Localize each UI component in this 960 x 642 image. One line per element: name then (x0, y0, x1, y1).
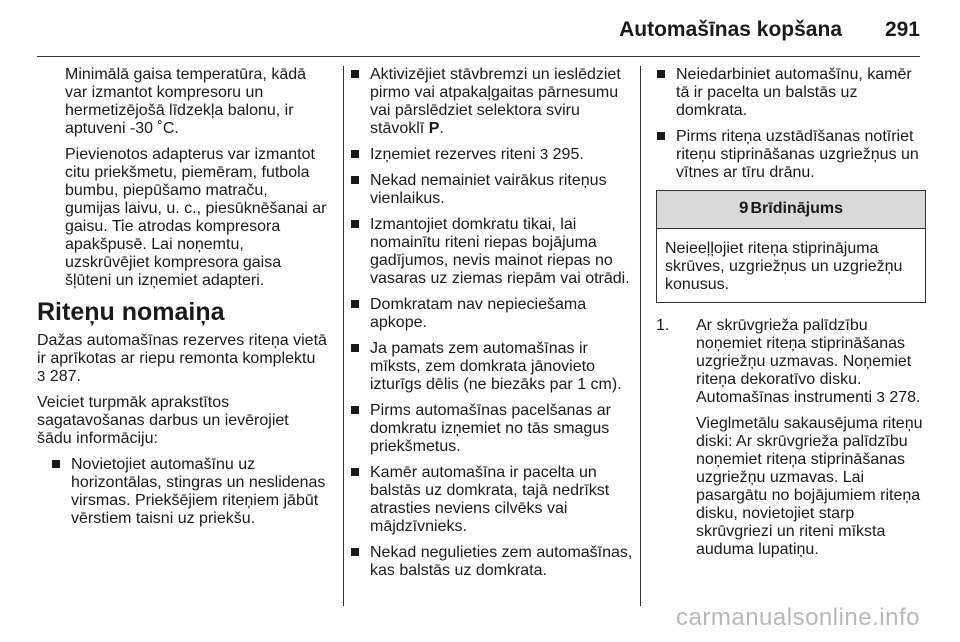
list-item: Izmantojiet domkratu tikai, lai nomainītu riteni riepas bojājuma gadījumos, nevis mainot riepas no vasaras uz ziemas riepām vai otrādi. (350, 216, 635, 288)
list-item: Izņemiet rezerves riteni 3 295. (350, 146, 635, 164)
list-item: Kamēr automašīna ir pacelta un balstās uz domkrata, tajā nedrīkst atrasties neviens cilvēks vai mājdzīvnieks. (350, 464, 635, 536)
column-divider-1 (343, 66, 344, 606)
bullet-square-icon (351, 176, 359, 184)
selector-position-p: P (428, 120, 440, 137)
header-divider (37, 56, 920, 57)
warning-triangle-icon: 9 (739, 198, 749, 217)
page-reference-link[interactable]: 278. (889, 389, 921, 406)
bullet-square-icon (351, 406, 359, 414)
bullet-square-icon (351, 548, 359, 556)
bullet-square-icon (351, 468, 359, 476)
warning-box (656, 190, 926, 303)
page-number: 291 (884, 18, 920, 41)
list-item: Pirms riteņa uzstādīšanas notīriet riteņu stiprināšanas uzgriežņus un vītnes ar tīru drānu. (656, 128, 926, 182)
page-reference-link[interactable]: 295. (552, 146, 584, 163)
column-1 (37, 66, 327, 536)
page-reference-icon: 3 (539, 146, 549, 163)
list-item: Novietojiet automašīnu uz horizontālas, stingras un neslidenas virsmas. Priekšējiem riteņiem jābūt vērstiem taisni uz priekšu. (51, 456, 327, 528)
bullet-square-icon (351, 344, 359, 352)
column-divider-2 (640, 66, 641, 606)
column-3 (656, 66, 926, 567)
more-precautions-list (656, 66, 926, 182)
step-number: 1. (656, 317, 670, 334)
preparation-paragraph: Veiciet turpmāk aprakstītos sagatavošanas darbus un ievērojiet šādu informāciju: (37, 394, 289, 447)
column-2 (350, 66, 635, 588)
bullet-square-icon (351, 220, 359, 228)
warning-text: Neieeļļojiet riteņa stiprinājuma skrūves, uzgriežņus un uzgriežņu konusus. (665, 240, 903, 293)
watermark: carmanualsonline.info (676, 604, 920, 631)
repair-kit-paragraph: Dažas automašīnas rezerves riteņa vietā ir aprīkotas ar riepu remonta komplektu 3 287. (37, 332, 327, 385)
bullet-square-icon (52, 460, 60, 468)
list-item: Domkratam nav nepieciešama apkope. (350, 296, 635, 332)
list-item: Neiedarbiniet automašīnu, kamēr tā ir pacelta un balstās uz domkrata. (656, 66, 926, 120)
bullet-square-icon (351, 70, 359, 78)
compressor-temp-paragraph: Minimālā gaisa temperatūra, kādā var izmantot kompresoru un hermetizējošā līdzekļa balonu, ir aptuveni -30 ˚C. (65, 66, 307, 137)
section-title: Automašīnas kopšana (619, 18, 842, 41)
list-item: Pirms automašīnas pacelšanas ar domkratu izņemiet no tās smagus priekšmetus. (350, 402, 635, 456)
bullet-square-icon (657, 132, 665, 140)
step-item: 1. Ar skrūvgrieža palīdzību noņemiet riteņa stiprināšanas uzgriežņu uzmavas. Noņemiet riteņa dekoratīvo disku. Automašīnas instrumenti 3 278. Vieglmetālu sakausējuma riteņu diski: Ar skrūvgrieža palīdzību noņemiet riteņa stiprināšanas uzgriežņu uzmavas. Lai pasargātu no bojājumiem riteņa disku, novietojiet starp skrūvgriezi un riteni mīksta auduma lupatiņu. (656, 317, 926, 559)
warning-title: Brīdinājums (750, 200, 843, 217)
preparation-list (37, 456, 327, 528)
page-reference-icon: 3 (37, 368, 46, 385)
list-item: Ja pamats zem automašīnas ir mīksts, zem domkrata jānovieto izturīgs dēlis (ne biezāks par 1 cm). (350, 340, 635, 394)
procedure-steps (656, 317, 926, 559)
list-item: Nekad nemainiet vairākus riteņus vienlaikus. (350, 172, 635, 208)
page-header (0, 0, 960, 60)
warning-header (657, 191, 925, 229)
page-reference-link[interactable]: 287. (49, 368, 81, 385)
bullet-square-icon (351, 150, 359, 158)
section-heading: Riteņu nomaiņa (37, 298, 225, 326)
precautions-list (350, 66, 635, 580)
list-item: Nekad negulieties zem automašīnas, kas balstās uz domkrata. (350, 544, 635, 580)
bullet-square-icon (351, 300, 359, 308)
page-reference-icon: 3 (876, 389, 885, 406)
list-item: Aktivizējiet stāvbremzi un ieslēdziet pirmo vai atpakaļgaitas pārnesumu vai pārslēdziet selektora sviru stāvoklī P. (350, 66, 635, 138)
alloy-wheel-note: Vieglmetālu sakausējuma riteņu diski: Ar skrūvgrieža palīdzību noņemiet riteņa stiprināšanas uzgriežņu uzmavas. Lai pasargātu no bojājumiem riteņa disku, novietojiet starp skrūvgriezi un riteni mīksta auduma lupatiņu. (696, 415, 923, 558)
adapters-paragraph: Pievienotos adapterus var izmantot citu priekšmetu, piemēram, futbola bumbu, piepūšamo matraču, gumijas laivu, u. c., piesūknēšanai ar gaisu. Tie atrodas kompresora apakšpusē. Lai noņemtu, uzskrūvējiet kompresora gaisa šļūteni un izņemiet adapteri. (65, 146, 327, 289)
bullet-square-icon (657, 70, 665, 78)
